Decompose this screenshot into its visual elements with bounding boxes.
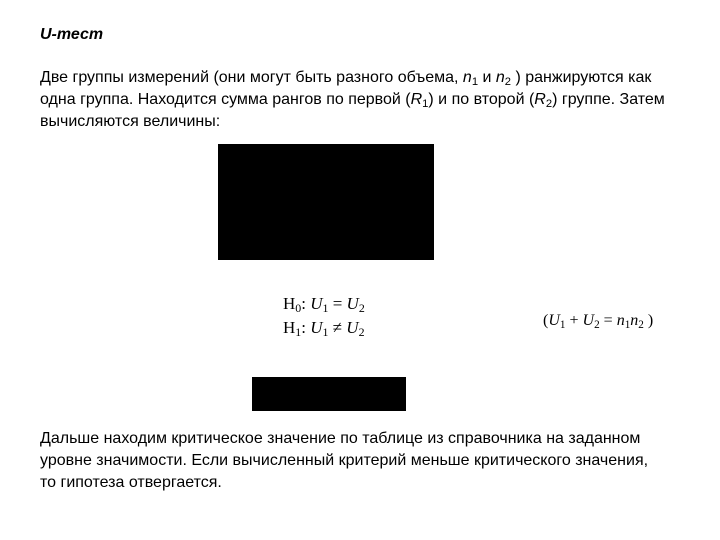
formula-image-u-values [218, 144, 434, 260]
hypotheses-block [283, 292, 365, 340]
alternative-hypothesis: $H_1$: $U_1 \ne U_2$ [283, 318, 365, 339]
null-hypothesis: $H_0$: $U_1 = U_2$ [283, 294, 365, 315]
intro-paragraph: Две группы измерений (они могут быть разного объема, $n_1$ и $n_2$ ) ранжируются как одна группа. Находится сумма рангов по первой $(R_1)$ и по второй $(R_2)$ группе. Затем вычисляются величины: [40, 69, 665, 130]
u-sum-relation: ($U_1 + U_2 = n_1n_2$ ) [543, 312, 654, 331]
conclusion-paragraph: Дальше находим критическое значение по таблице из справочника на заданном уровне значимости. Если вычисленный критерий меньше критического значения, то гипотеза отвергается. [40, 430, 649, 491]
formula-image-criterion [252, 377, 406, 411]
slide-title: U-тест [40, 26, 104, 43]
